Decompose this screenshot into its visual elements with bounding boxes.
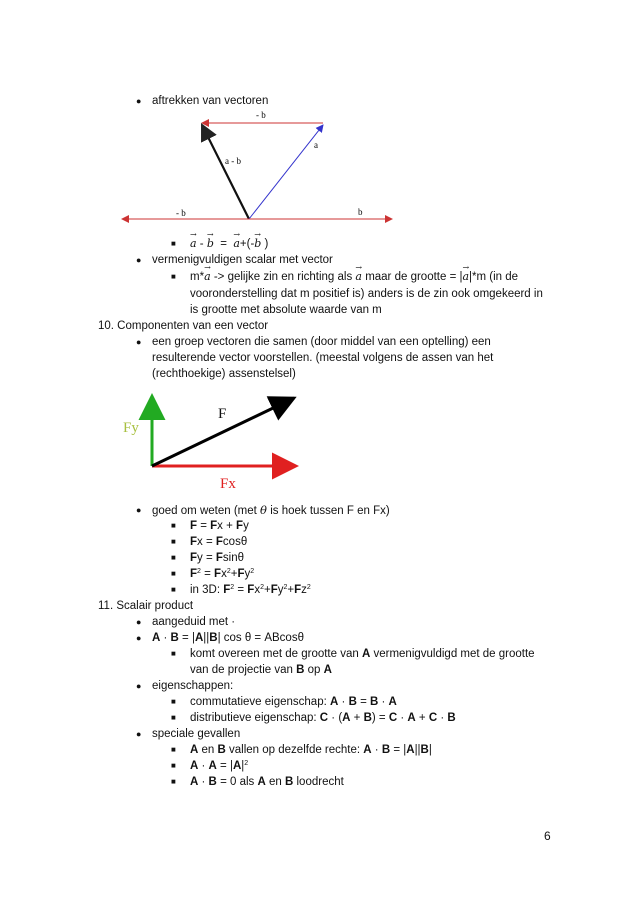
formula-3d: in 3D: $F^2 = Fx^2+Fy^2+Fz^2$ [190,584,311,596]
distributive-line: distributieve eigenschap: C · (A + B) = C · A + C · B [190,712,456,724]
same-line-case: A en B vallen op dezelfde rechte: A · B = |A||B| [190,744,432,756]
definition-line: A · B = |A||B| cos θ = ABcosθ [152,632,304,644]
bullet-square: ■ [171,272,176,281]
vector-components-diagram [120,388,310,494]
bullet-dot: ● [136,681,142,691]
section-10-title: 10. Componenten van een vector [98,320,269,332]
bullet-dot: ● [136,729,142,739]
bullet-dot: ● [136,337,142,347]
vector-a-minus-b [202,125,249,219]
special-line: speciale gevallen [152,728,241,740]
bullet-subtract: aftrekken van vectoren [152,95,269,107]
label-minus-b-top: - b [256,110,266,120]
formula-f-sum: F = Fx + Fy [190,520,249,532]
bullet-square: ■ [171,521,176,530]
bullet-scalar-multiply: vermenigvuldigen scalar met vector [152,254,333,266]
bullet-dot: ● [136,255,142,265]
bullet-square: ■ [171,649,176,658]
bullet-dot: ● [136,505,142,515]
formula-a-minus-b: → a - → b = → a+(-→ b ) [190,237,268,251]
group-line2: resulterende vector voorstellen. (meestal volgens de assen van het [152,352,494,364]
bullet-square: ■ [171,239,176,248]
commutative-line: commutatieve eigenschap: A · B = B · A [190,696,397,708]
bullet-square: ■ [171,569,176,578]
bullet-square: ■ [171,585,176,594]
bullet-square: ■ [171,537,176,546]
vector-a [249,125,323,219]
notated-line: aangeduid met · [152,616,236,628]
know-line: goed om weten (met θ is hoek tussen F en Fx) [152,503,390,517]
bullet-square: ■ [171,777,176,786]
perpendicular-case: A · B = 0 als A en B loodrecht [190,776,344,788]
formula-fy: Fy = Fsinθ [190,552,245,564]
label-a-minus-b: a - b [225,156,241,166]
projection-line1: komt overeen met de grootte van A vermenigvuldigd met de grootte [190,648,535,660]
label-fx: Fx [220,476,236,492]
self-dot-case: $A \cdot A = |A|^2$ [190,760,249,772]
bullet-square: ■ [171,553,176,562]
formula-fx: Fx = Fcosθ [190,536,248,548]
group-line1: een groep vectoren die samen (door middel van een optelling) een [152,336,491,348]
properties-line: eigenschappen: [152,680,234,692]
bullet-square: ■ [171,745,176,754]
label-fy: Fy [123,420,139,436]
label-minus-b-bottom: - b [176,208,186,218]
formula-f-squared: $F^2 = Fx^2+Fy^2$ [190,568,255,580]
bullet-square: ■ [171,761,176,770]
bullet-square: ■ [171,697,176,706]
vector-subtraction-diagram [118,106,398,230]
group-line3: (rechthoekige) assenstelsel) [152,368,296,380]
bullet-dot: ● [136,617,142,627]
scalar-rule-line2: vooronderstelling dat m positief is) anders is de zin ook omgekeerd in [190,288,543,300]
page-number: 6 [544,829,551,843]
label-f: F [218,406,227,422]
scalar-rule-line1: m*→ a -> gelijke zin en richting als → a maar de grootte = |→ a|*m (in de [190,270,518,284]
projection-line2: van de projectie van B op A [190,664,332,676]
bullet-dot: ● [136,633,142,643]
section-11-title: 11. Scalair product [98,600,194,612]
label-b: b [358,207,363,217]
bullet-dot: ● [136,96,142,106]
label-a: a [314,140,318,150]
scalar-rule-line3: is grootte met absolute waarde van m [190,304,382,316]
bullet-square: ■ [171,713,176,722]
